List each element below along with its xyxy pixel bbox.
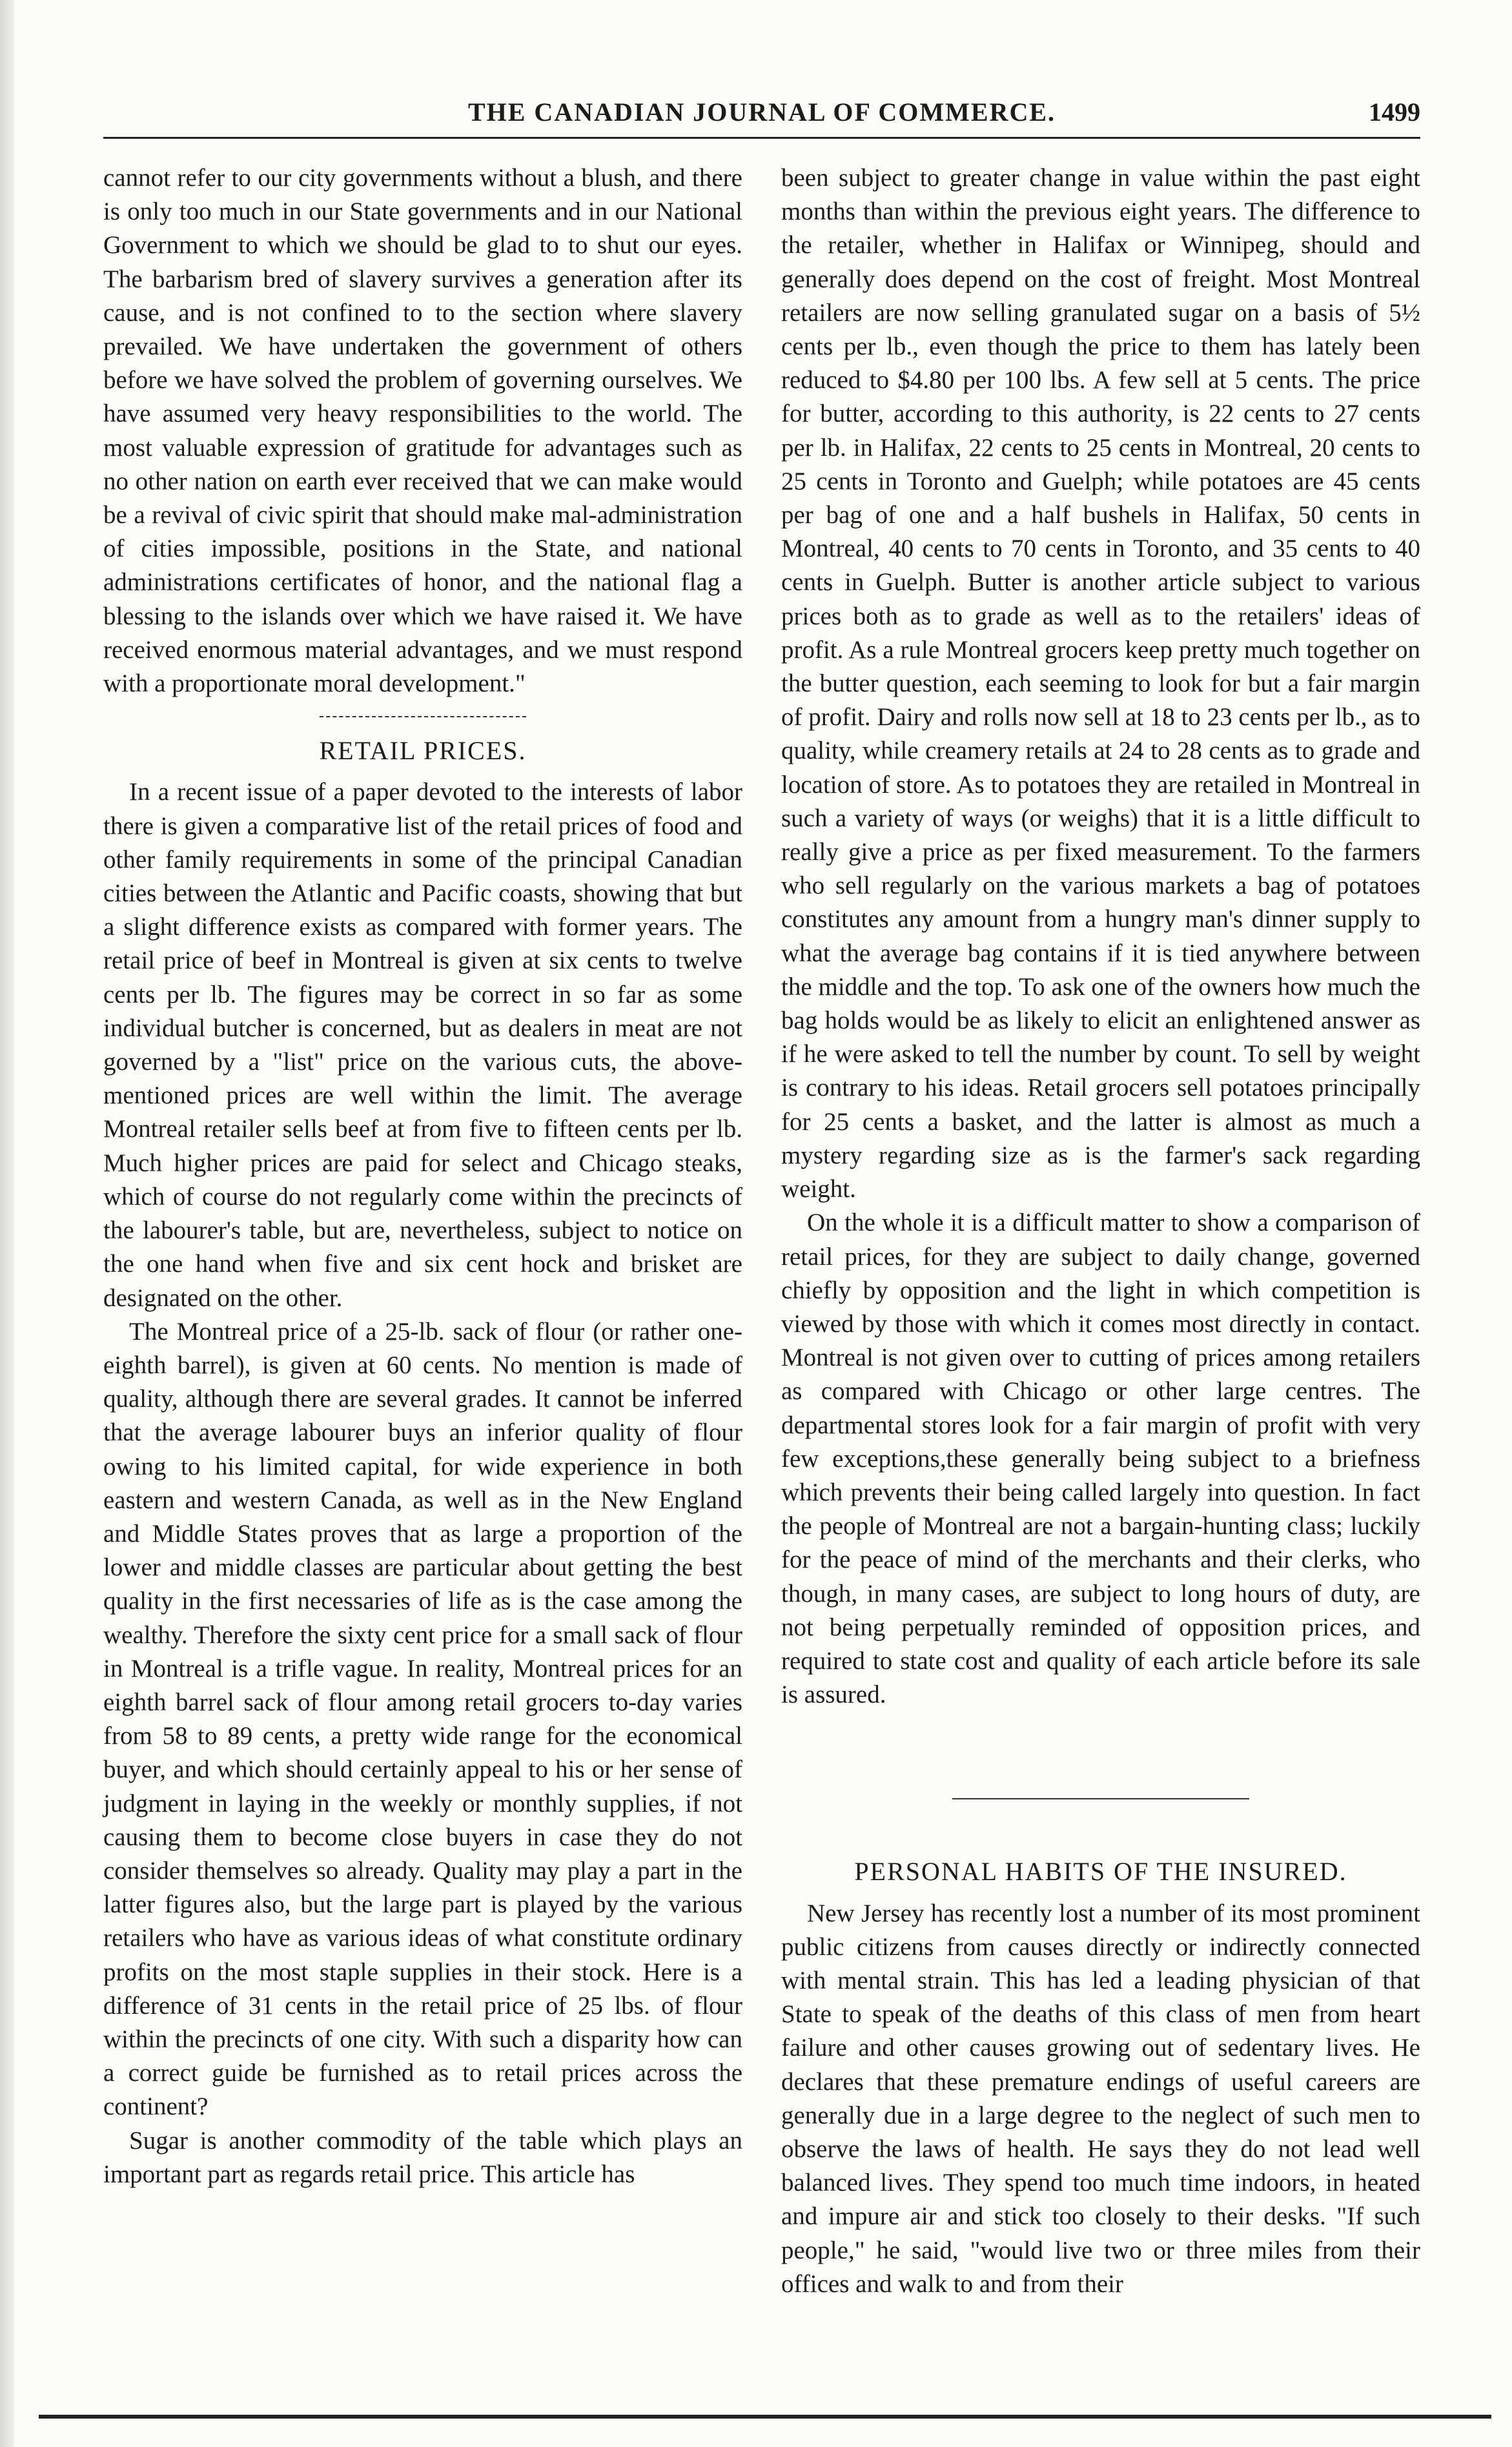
spacer (781, 1816, 1420, 1855)
left-column (103, 161, 742, 2191)
page-binding-edge (0, 0, 14, 2447)
retail-prices-paragraph-3: Sugar is another commodity of the table which plays an important part as regards retail price. This article has (103, 2126, 742, 2188)
footer-rule (39, 2415, 1491, 2419)
right-column (781, 161, 1420, 2301)
section-title-personal-habits: PERSONAL HABITS OF THE INSURED. (854, 1857, 1347, 1887)
page-header (103, 97, 1420, 136)
section-divider (952, 1798, 1249, 1799)
page-number: 1499 (1369, 97, 1420, 127)
article-continuation-paragraph: cannot refer to our city governments without a blush, and there is only too much in our State governments and in our National Government to which we should be glad to to shut our eyes. The barbarism bred of slavery survives a generation after its cause, and is not confined to to the section where slavery prevailed. We have undertaken the government of others before we have solved the problem of governing ourselves. We have assumed very heavy responsibilities to the world. The most valuable expression of gratitude for advantages such as no other nation on earth ever received that we can make would be a revival of civic spirit that should make mal-administration of cities impossible, positions in the State, and national administrations certificates of honor, and the national flag a blessing to the islands over which we have raised it. We have received enormous material advantages, and we must respond with a proportionate moral development." (103, 164, 742, 698)
section-divider (320, 716, 526, 717)
running-title: THE CANADIAN JOURNAL OF COMMERCE. (467, 97, 1056, 127)
personal-habits-paragraph: New Jersey has recently lost a number of its most prominent public citizens from causes directly or indirectly connected with mental strain. This has led a leading physician of that State to speak of the deaths of this class of men from heart failure and other causes growing out of sedentary lives. He declares that these premature endings of useful careers are generally due in a large degree to the neglect of such men to observe the laws of health. He says they do not lead well balanced lives. They spend too much time indoors, in heated and impure air and stick too closely to their desks. "If such people," he said, "would live two or three miles from their offices and walk to and from their (781, 1899, 1420, 2298)
retail-prices-paragraph-4: On the whole it is a difficult matter to show a comparison of retail prices, for they are subject to daily change, governed chiefly by opposition and the light in which competition is viewed by those with which it comes most directly in contact. Montreal is not given over to cutting of prices among retailers as compared with Chicago or other large centres. The departmental stores look for a fair margin of profit with very few exceptions,these generally being subject to a briefness which prevents their being called largely into question. In fact the people of Montreal are not a bargain-hunting class; luckily for the peace of mind of the merchants and their clerks, who though, in many cases, are subject to long hours of duty, are not being perpetually reminded of opposition prices, and required to state cost and quality of each article before its sale is assured. (781, 1209, 1420, 1709)
header-rule (103, 137, 1420, 139)
retail-prices-paragraph-continued: been subject to greater change in value within the past eight months than within the previous eight years. The difference to the retailer, whether in Halifax or Winnipeg, should and generally does depend on the cost of freight. Most Montreal retailers are now selling granulated sugar on a basis of 5½ cents per lb., even though the price to them has lately been reduced to $4.80 per 100 lbs. A few sell at 5 cents. The price for butter, according to this authority, is 22 cents to 27 cents per lb. in Halifax, 22 cents to 25 cents in Montreal, 20 cents to 25 cents in Toronto and Guelph; while potatoes are 45 cents per bag of one and a half bushels in Halifax, 50 cents in Montreal, 40 cents to 70 cents in Toronto, and 35 cents to 40 cents in Guelph. Butter is another article subject to various prices both as to grade as well as to the retailers' ideas of profit. As a rule Montreal grocers keep pretty much together on the butter question, each seeming to look for but a fair margin of profit. Dairy and rolls now sell at 18 to 23 cents per lb., as to quality, while creamery retails at 24 to 28 cents as to grade and location of store. As to potatoes they are retailed in Montreal in such a variety of ways (or weighs) that it is a little difficult to really give a price as per fixed measurement. To the farmers who sell regularly on the various markets a bag of potatoes constitutes any amount from a hungry man's dinner supply to what the average bag contains if it is tied anywhere between the middle and the top. To ask one of the owners how much the bag holds would be as likely to elicit an enlightened answer as if he were asked to tell the number by count. To sell by weight is contrary to his ideas. Retail grocers sell potatoes principally for 25 cents a basket, and the latter is almost as much a mystery regarding size as is the farmer's sack regarding weight. (781, 164, 1420, 1203)
retail-prices-paragraph-1: In a recent issue of a paper devoted to the interests of labor there is given a comparative list of the retail prices of food and other family requirements in some of the principal Canadian cities between the Atlantic and Pacific coasts, showing that but a slight difference exists as compared with former years. The retail price of beef in Montreal is given at six cents to twelve cents per lb. The figures may be correct in so far as some individual butcher is concerned, but as dealers in meat are not governed by a "list" price on the various cuts, the above-mentioned prices are well within the limit. The average Montreal retailer sells beef at from five to fifteen cents per lb. Much higher prices are paid for select and Chicago steaks, which of course do not regularly come within the precincts of the labourer's table, but are, nevertheless, subject to notice on the one hand when five and six cent hock and brisket are designated on the other. (103, 778, 742, 1312)
retail-prices-paragraph-2: The Montreal price of a 25-lb. sack of flour (or rather one-eighth barrel), is given at 60 cents. No mention is made of quality, although there are several grades. It cannot be inferred that the average labourer buys an inferior quality of flour owing to his limited capital, for wide experience in both eastern and western Canada, as well as in the New England and Middle States proves that as large a proportion of the lower and middle classes are particular about getting the best quality in the first necessaries of life as is the case among the wealthy. Therefore the sixty cent price for a small sack of flour in Montreal is a trifle vague. In reality, Montreal prices for an eighth barrel sack of flour among retail grocers to-day varies from 58 to 89 cents, a pretty wide range for the economical buyer, and which should certainly appeal to his or her sense of judgment in laying in the weekly or monthly supplies, if not causing them to become close buyers in case they do not consider themselves so already. Quality may play a part in the latter figures also, but the large part is played by the various retailers who have as various ideas of what constitute ordinary profits on the most staple supplies in their stock. Here is a difference of 31 cents in the retail price of 25 lbs. of flour within the precincts of one city. With such a disparity how can a correct guide be furnished as to retail prices across the continent? (103, 1317, 742, 2121)
section-title-retail-prices: RETAIL PRICES. (319, 736, 527, 766)
spacer (781, 1712, 1420, 1783)
